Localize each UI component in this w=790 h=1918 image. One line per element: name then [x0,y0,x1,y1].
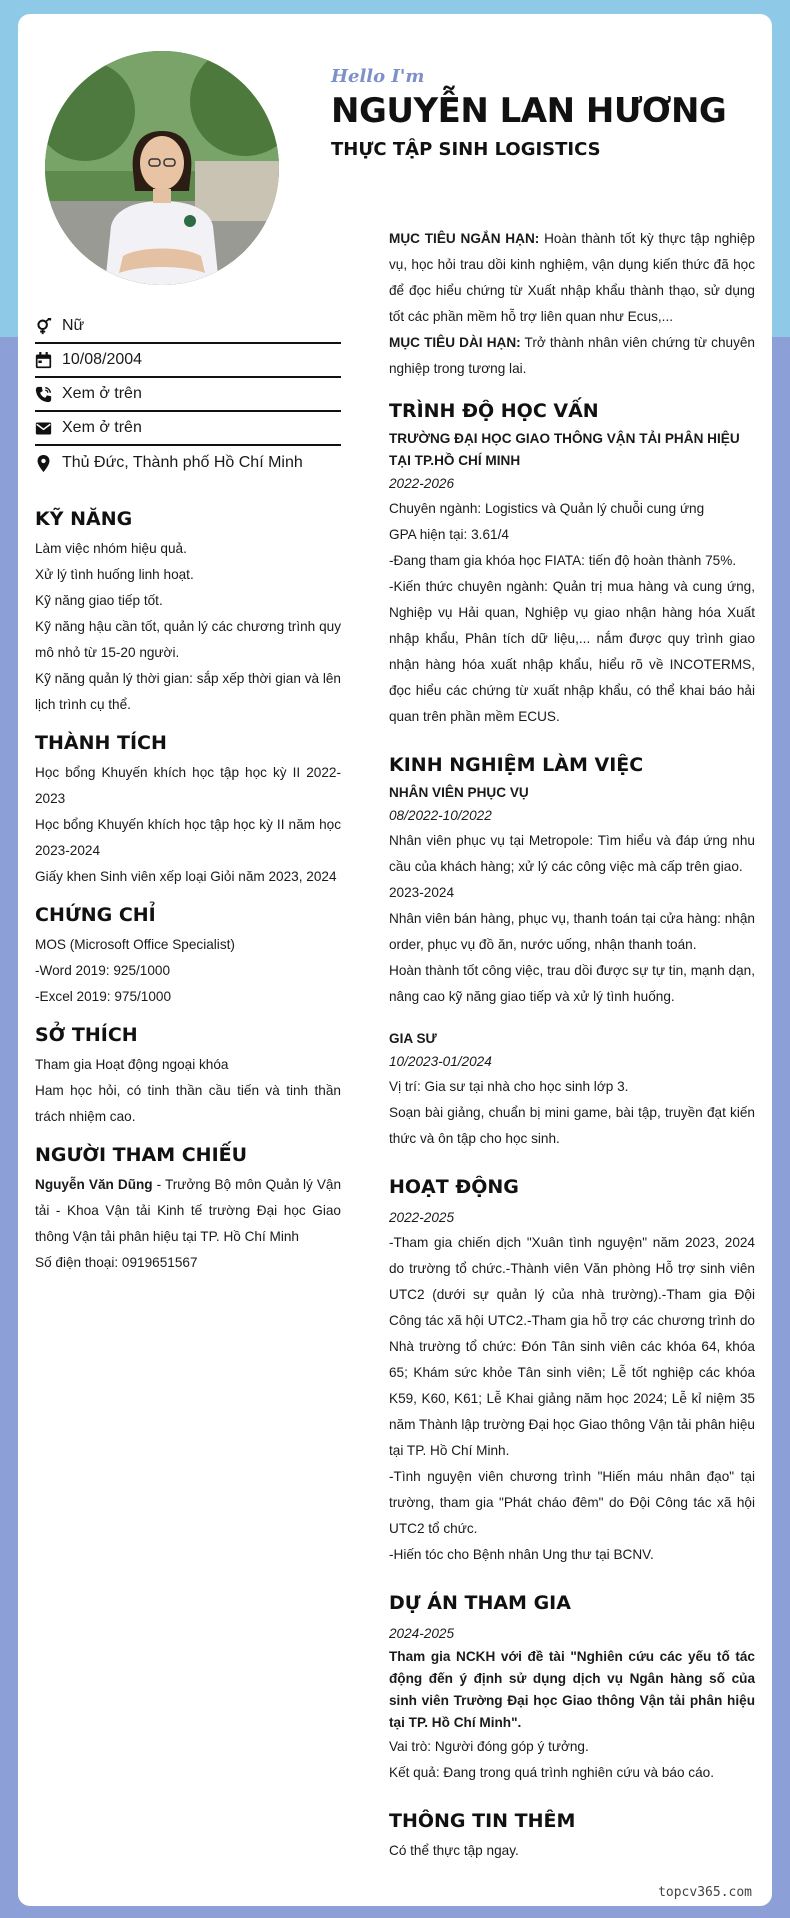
project-date: 2024-2025 [389,1626,455,1641]
achievement-item: Học bổng Khuyến khích học tập học kỳ II năm học 2023-2024 [35,817,341,858]
candidate-name: NGUYỄN LAN HƯƠNG [331,91,727,131]
activities-title: HOẠT ĐỘNG [389,1176,519,1198]
achievement-item: Giấy khen Sinh viên xếp loại Giỏi năm 2023, 2024 [35,869,337,884]
extra-info-section [389,1810,755,1864]
experience-title: KINH NGHIỆM LÀM VIỆC [389,754,644,776]
reference-name: Nguyễn Văn Dũng [35,1177,153,1192]
gender-icon [35,318,62,335]
hobby-item: Tham gia Hoạt động ngoại khóa [35,1057,229,1072]
long-term-text: Trở thành nhân viên chứng từ chuyên nghiệp trong tương lai. [389,335,755,376]
project-name: Tham gia NCKH với đề tài "Nghiên cứu các yếu tố tác động đến ý định sử dụng dịch vụ Ngân hàng số của sinh viên Trường Đại học Giao thông Vận tải phân hiệu tại TP. Hồ Chí Minh". [389,1649,755,1730]
reference-detail: - Trưởng Bộ môn Quản lý Vận tải - Khoa Vận tải Kinh tế trường Đại học Giao thông Vận tải phân hiệu tại TP. Hồ Chí Minh [35,1177,342,1244]
contact-list [35,310,341,480]
education-line: -Kiến thức chuyên ngành: Quản trị mua hàng và cung ứng, Nghiệp vụ Hải quan, Nghiệp vụ giao nhận hàng hóa Xuất nhập khẩu, Phân tích dữ liệu,... nắm được quy trình giao nhận hàng hóa xuất nhập khẩu, hiểu rõ về INCOTERMS, đọc hiểu các chứng từ xuất nhập khẩu, có thể khai báo hải quan trên phần mềm ECUS. [389,579,755,724]
references-section [35,1144,341,1276]
skill-item: Kỹ năng giao tiếp tốt. [35,593,163,608]
header [331,66,751,160]
achievement-item: Học bổng Khuyến khích học tập học kỳ II 2022-2023 [35,765,341,806]
short-term-objective [389,226,755,330]
activity-line: -Tình nguyện viên chương trình "Hiến máu nhân đạo" tại trường, tham gia "Phát cháo đêm" do Đội Công tác xã hội UTC2 tổ chức. [389,1469,755,1536]
education-line: Chuyên ngành: Logistics và Quản lý chuỗi cung ứng [389,501,705,516]
activities-section [389,1176,755,1568]
job-line: Hoàn thành tốt công việc, trau dồi được sự tự tin, mạnh dạn, nâng cao kỹ năng giao tiếp và xử lý tình huống. [389,963,755,1004]
birthday-value: 10/08/2004 [62,351,143,368]
reference-person [35,1172,341,1250]
certificates-title: CHỨNG CHỈ [35,904,156,926]
job-role: GIA SƯ [389,1031,437,1046]
achievements-title: THÀNH TÍCH [35,732,167,754]
phone-icon [35,386,62,403]
projects-title: DỰ ÁN THAM GIA [389,1592,571,1614]
job-line: 2023-2024 [389,885,455,900]
contact-phone [35,378,341,412]
address-value: Thủ Đức, Thành phố Hồ Chí Minh [62,454,303,471]
certificate-item: -Excel 2019: 975/1000 [35,989,172,1004]
school-name: TRƯỜNG ĐẠI HỌC GIAO THÔNG VẬN TẢI PHÂN HIỆU TẠI TP.HỒ CHÍ MINH [389,431,740,468]
job-date: 10/2023-01/2024 [389,1054,492,1069]
contact-gender [35,310,341,344]
skill-item: Làm việc nhóm hiệu quả. [35,541,187,556]
email-value: Xem ở trên [62,419,142,436]
project-line: Vai trò: Người đóng góp ý tưởng. [389,1739,589,1754]
job-line: Nhân viên bán hàng, phục vụ, thanh toán tại cửa hàng: nhận order, phục vụ đồ ăn, nước uống, nhận thanh toán. [389,911,755,952]
watermark-link[interactable]: topcv365.com [658,1885,752,1900]
extra-info-title: THÔNG TIN THÊM [389,1810,576,1832]
projects-section [389,1592,755,1786]
contact-email [35,412,341,446]
hobby-item: Ham học hỏi, có tinh thần cầu tiến và tinh thần trách nhiệm cao. [35,1083,341,1124]
certificate-item: -Word 2019: 925/1000 [35,963,171,978]
skill-item: Xử lý tình huống linh hoạt. [35,567,194,582]
achievements-section [35,732,341,890]
certificates-section [35,904,341,1010]
phone-value: Xem ở trên [62,385,142,402]
long-term-objective [389,330,755,382]
reference-phone: Số điện thoại: 0919651567 [35,1255,198,1270]
job-line: Vị trí: Gia sư tại nhà cho học sinh lớp 3. [389,1079,629,1094]
extra-info-text: Có thể thực tập ngay. [389,1843,519,1858]
job-date: 08/2022-10/2022 [389,808,492,823]
skills-title: KỸ NĂNG [35,508,133,530]
job-entry [389,1028,755,1152]
activity-line: -Tham gia chiến dịch "Xuân tình nguyện" năm 2023, 2024 do trường tổ chức.-Thành viên Văn phòng Hỗ trợ sinh viên UTC2 (dưới sự quản lý của nhà trường).-Tham gia Đội Công tác xã hội UTC2.-Tham gia hỗ trợ các chương trình do Nhà trường tổ chức: Đón Tân sinh viên các khóa 64, khóa 65; Khám sức khỏe Tân sinh viên; Lễ tốt nghiệp các khóa K59, K60, K61; Lễ Khai giảng năm học 2024; Lễ kỉ niệm 35 năm Thành lập trường Đại học Giao thông Vận tải phân hiệu tại TP. Hồ Chí Minh. [389,1235,755,1458]
job-entry [389,782,755,1010]
contact-birthday [35,344,341,378]
references-title: NGƯỜI THAM CHIẾU [35,1144,248,1166]
cv-page [18,14,772,1906]
job-line: Soạn bài giảng, chuẩn bị mini game, bài tập, truyền đạt kiến thức và ôn tập cho học sinh. [389,1105,755,1146]
hobbies-title: SỞ THÍCH [35,1024,138,1046]
job-role: NHÂN VIÊN PHỤC VỤ [389,785,529,800]
left-column [35,310,341,1276]
skill-item: Kỹ năng hậu cần tốt, quản lý các chương trình quy mô nhỏ từ 15-20 người. [35,619,341,660]
job-title: THỰC TẬP SINH LOGISTICS [331,139,601,160]
education-title: TRÌNH ĐỘ HỌC VẤN [389,400,599,422]
education-date: 2022-2026 [389,476,455,491]
skills-section [35,508,341,718]
education-line: -Đang tham gia khóa học FIATA: tiến độ hoàn thành 75%. [389,553,737,568]
contact-address [35,446,341,480]
certificate-item: MOS (Microsoft Office Specialist) [35,937,235,952]
short-term-text: Hoàn thành tốt kỳ thực tập nghiệp vụ, học hỏi trau dồi kinh nghiệm, vận dụng kiến thức đã học để đọc hiểu chứng từ Xuất nhập khẩu thành thạo, sử dụng tốt các phần mềm hỗ trợ liên quan như Ecus,... [389,231,755,324]
email-icon [35,420,62,437]
greeting: Hello I'm [331,66,425,87]
gender-value: Nữ [62,317,85,334]
profile-photo [45,51,279,285]
project-line: Kết quả: Đang trong quá trình nghiên cứu và báo cáo. [389,1765,715,1780]
job-line: Nhân viên phục vụ tại Metropole: Tìm hiểu và đáp ứng nhu cầu của khách hàng; xử lý các công việc mà cấp trên giao. [389,833,755,874]
activities-date: 2022-2025 [389,1210,455,1225]
education-line: GPA hiện tại: 3.61/4 [389,527,509,542]
activity-line: -Hiến tóc cho Bệnh nhân Ung thư tại BCNV. [389,1547,654,1562]
hobbies-section [35,1024,341,1130]
calendar-icon [35,352,62,369]
short-term-label: MỤC TIÊU NGẮN HẠN: [389,231,540,246]
avatar [45,51,279,285]
education-section [389,400,755,730]
objective-section [389,226,755,382]
right-column [389,226,755,1864]
long-term-label: MỤC TIÊU DÀI HẠN: [389,335,521,350]
skill-item: Kỹ năng quản lý thời gian: sắp xếp thời gian và lên lịch trình cụ thể. [35,671,341,712]
location-pin-icon [35,455,62,472]
experience-section [389,754,755,1152]
